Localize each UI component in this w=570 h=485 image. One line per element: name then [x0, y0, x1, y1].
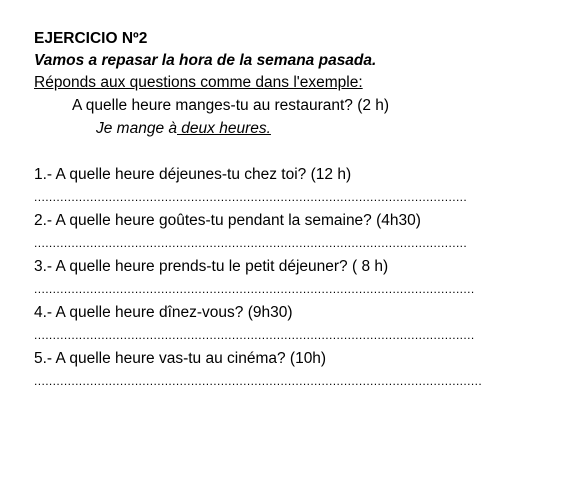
instruction-text: Réponds aux questions comme dans l'exemple:	[34, 74, 363, 91]
exercise-title: EJERCICIO Nº2	[34, 30, 148, 47]
spacer	[34, 140, 554, 160]
worksheet	[34, 28, 554, 392]
answer-line[interactable]: ........................................................................................................................	[34, 374, 483, 388]
question-text: 1.- A quelle heure déjeunes-tu chez toi? (12 h)	[34, 166, 352, 183]
answer-line[interactable]: ......................................................................................................................	[34, 328, 475, 342]
question-item-3	[34, 256, 554, 298]
question-text: 2.- A quelle heure goûtes-tu pendant la semaine? (4h30)	[34, 212, 421, 229]
question-item-2	[34, 210, 554, 252]
question-item-5	[34, 348, 554, 390]
example-answer-value: deux heures.	[177, 120, 271, 137]
answer-line[interactable]: ......................................................................................................................	[34, 282, 475, 296]
example-answer-prefix: Je mange à	[96, 120, 177, 137]
question-text: 3.- A quelle heure prends-tu le petit déjeuner? ( 8 h)	[34, 258, 389, 275]
example-answer	[34, 118, 554, 140]
question-item-1	[34, 164, 554, 206]
question-text: 4.- A quelle heure dînez-vous? (9h30)	[34, 304, 293, 321]
question-item-4	[34, 302, 554, 344]
exercise-subtitle: Vamos a repasar la hora de la semana pasada.	[34, 52, 377, 69]
answer-line[interactable]: ....................................................................................................................	[34, 190, 468, 204]
example-question: A quelle heure manges-tu au restaurant? (2 h)	[72, 97, 390, 114]
answer-line[interactable]: ....................................................................................................................	[34, 236, 468, 250]
question-text: 5.- A quelle heure vas-tu au cinéma? (10h)	[34, 350, 327, 367]
